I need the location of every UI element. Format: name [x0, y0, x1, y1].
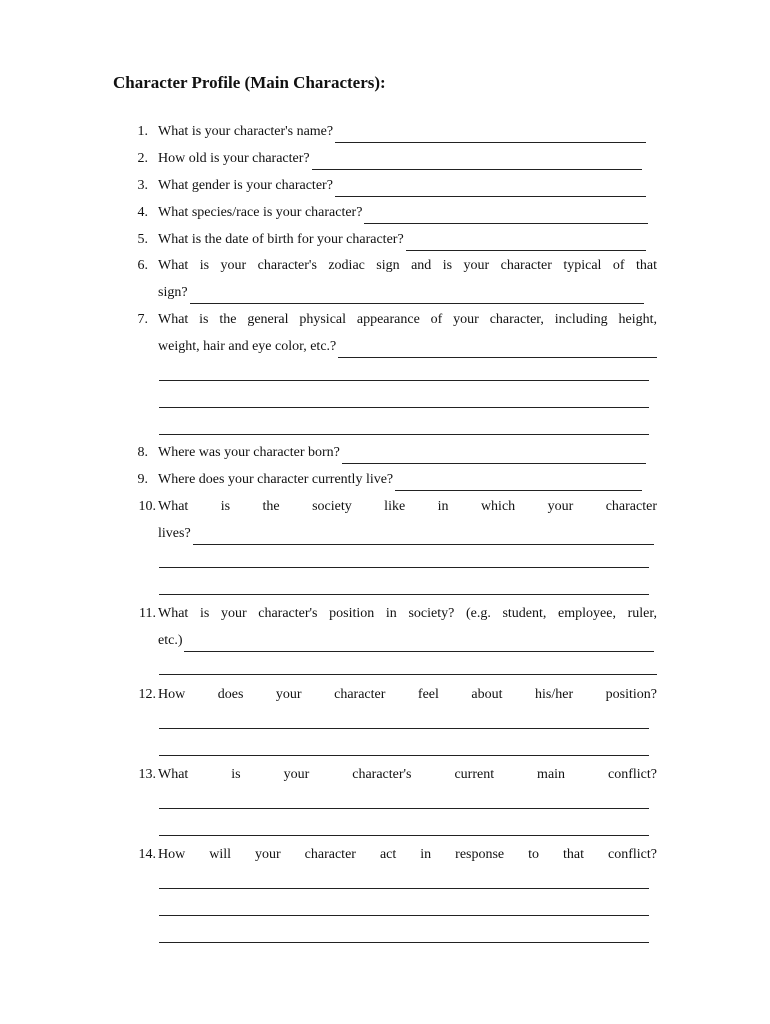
answer-line[interactable]: [335, 127, 646, 143]
question-text: What is the date of birth for your character?: [158, 232, 404, 247]
question-number: 3.: [137, 178, 148, 193]
answer-line[interactable]: [159, 755, 649, 756]
question-text: What is your character's position in society? (e.g. student, employee, ruler,: [158, 606, 657, 621]
answer-line[interactable]: [193, 529, 654, 545]
answer-line[interactable]: [312, 154, 642, 170]
answer-line[interactable]: [159, 888, 649, 889]
question-number: 1.: [137, 124, 148, 139]
answer-line[interactable]: [159, 567, 649, 568]
answer-line[interactable]: [159, 407, 649, 408]
question-text: sign?: [158, 285, 188, 300]
answer-line[interactable]: [159, 808, 649, 809]
question-number: 8.: [137, 445, 148, 460]
question-text: What species/race is your character?: [158, 205, 363, 220]
question-number: 14.: [138, 847, 156, 862]
answer-line[interactable]: [184, 636, 654, 652]
question-text: lives?: [158, 526, 191, 541]
question-number: 6.: [137, 258, 148, 273]
answer-line[interactable]: [159, 942, 649, 943]
answer-line[interactable]: [395, 475, 642, 491]
question-text: weight, hair and eye color, etc.?: [158, 339, 337, 354]
question-text: etc.): [158, 633, 183, 648]
question-number: 12.: [138, 687, 156, 702]
answer-line[interactable]: [364, 208, 648, 224]
question-number: 4.: [137, 205, 148, 220]
question-number: 11.: [139, 606, 156, 621]
answer-line[interactable]: [159, 674, 657, 675]
question-text: What is your character's zodiac sign and is your character typical of that: [158, 258, 657, 273]
answer-line[interactable]: [159, 434, 649, 435]
answer-line[interactable]: [335, 181, 646, 197]
question-text: Where was your character born?: [158, 445, 340, 460]
question-text: What is the general physical appearance of your character, including height,: [158, 312, 657, 327]
page-title: Character Profile (Main Characters):: [113, 73, 386, 92]
question-text: Where does your character currently live?: [158, 472, 394, 487]
question-text: How does your character feel about his/her position?: [158, 687, 657, 702]
question-number: 9.: [137, 472, 148, 487]
answer-line[interactable]: [159, 835, 649, 836]
question-number: 13.: [138, 767, 156, 782]
question-text: What is your character's name?: [158, 124, 334, 139]
question-text: How old is your character?: [158, 151, 310, 166]
answer-line[interactable]: [338, 342, 657, 358]
answer-line[interactable]: [159, 594, 649, 595]
question-number: 2.: [137, 151, 148, 166]
answer-line[interactable]: [190, 288, 644, 304]
answer-line[interactable]: [159, 915, 649, 916]
question-text: What is your character's current main conflict?: [158, 767, 657, 782]
answer-line[interactable]: [406, 235, 646, 251]
question-text: What is the society like in which your character: [158, 499, 657, 514]
question-number: 10.: [138, 499, 156, 514]
question-text: What gender is your character?: [158, 178, 333, 193]
question-number: 5.: [137, 232, 148, 247]
answer-line[interactable]: [342, 448, 646, 464]
answer-line[interactable]: [159, 380, 649, 381]
question-number: 7.: [137, 312, 148, 327]
question-text: How will your character act in response to that conflict?: [158, 847, 657, 862]
answer-line[interactable]: [159, 728, 649, 729]
